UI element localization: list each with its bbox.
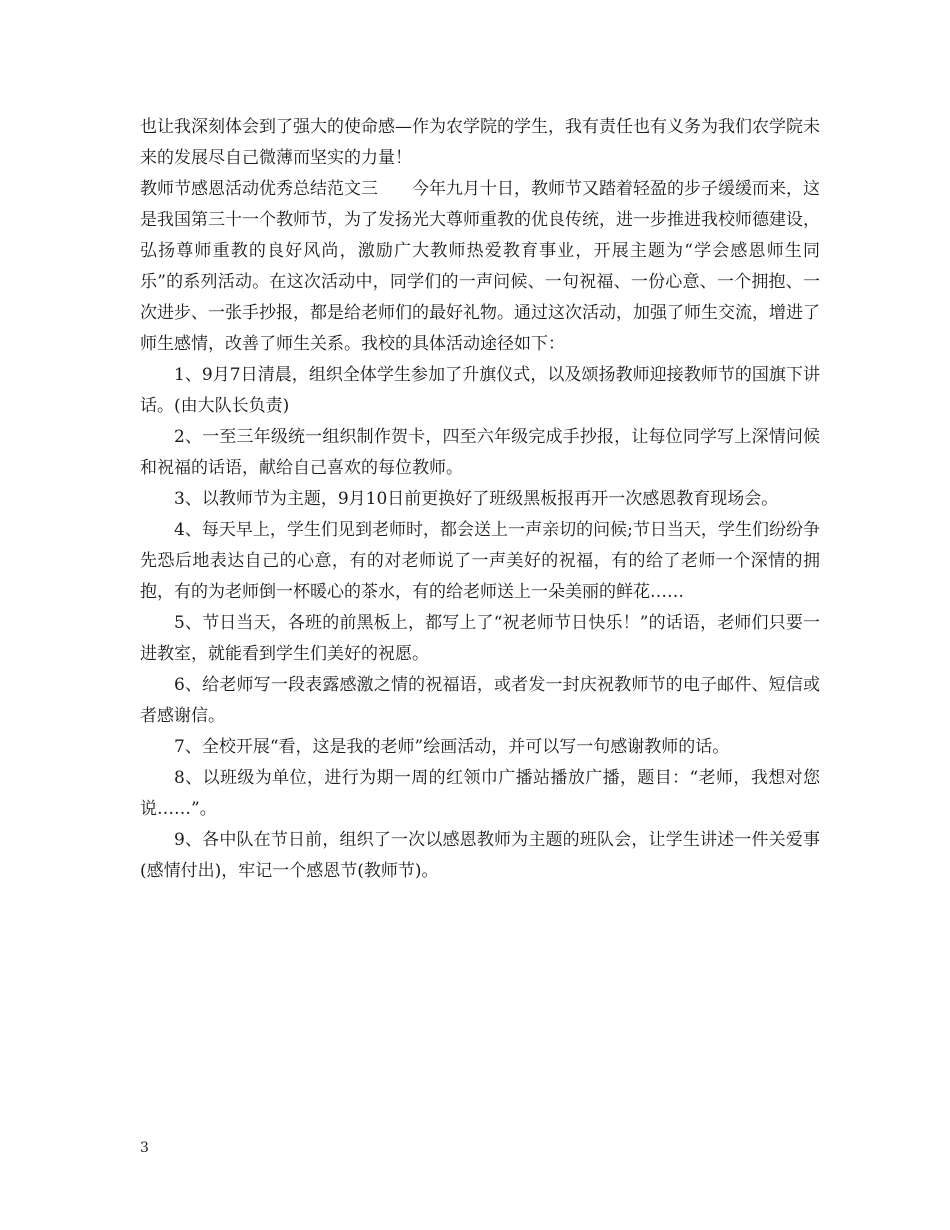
list-item-paragraph: 4、每天早上，学生们见到老师时，都会送上一声亲切的问候;节日当天，学生们纷纷争先恐后地表达自己的心意，有的对老师说了一声美好的祝福，有的给了老师一个深情的拥抱，有的为老师倒一杯暖心的茶水，有的给老师送上一朵美丽的鲜花…… [140, 520, 820, 602]
list-item-paragraph: 5、节日当天，各班的前黑板上，都写上了“祝老师节日快乐！”的话语，老师们只要一进教室，就能看到学生们美好的祝愿。 [140, 613, 820, 664]
paragraph: 也让我深刻体会到了强大的使命感—作为农学院的学生，我有责任也有义务为我们农学院未来的发展尽自己微薄而坚实的力量！ [140, 117, 820, 168]
document-body [140, 112, 820, 887]
list-item-paragraph: 7、全校开展“看，这是我的老师”绘画活动，并可以写一句感谢教师的话。 [174, 737, 730, 757]
list-item-paragraph: 2、一至三年级统一组织制作贺卡，四至六年级完成手抄报，让每位同学写上深情问候和祝福的话语，献给自己喜欢的每位教师。 [140, 427, 820, 478]
list-item-paragraph: 8、以班级为单位，进行为期一周的红领巾广播站播放广播，题目：“老师，我想对您说……”。 [140, 768, 820, 819]
page-number: 3 [140, 1140, 149, 1156]
list-item-paragraph: 6、给老师写一段表露感激之情的祝福语，或者发一封庆祝教师节的电子邮件、短信或者感谢信。 [140, 675, 820, 726]
list-item-paragraph: 3、以教师节为主题，9月10日前更换好了班级黑板报再开一次感恩教育现场会。 [174, 489, 779, 509]
list-item-paragraph: 9、各中队在节日前，组织了一次以感恩教师为主题的班队会，让学生讲述一件关爱事(感情付出)，牢记一个感恩节(教师节)。 [140, 830, 820, 881]
paragraph: 教师节感恩活动优秀总结范文三 今年九月十日，教师节又踏着轻盈的步子缓缓而来，这是我国第三十一个教师节，为了发扬光大尊师重教的优良传统，进一步推进我校师德建设，弘扬尊师重教的良好风尚，激励广大教师热爱教育事业，开展主题为“学会感恩师生同乐”的系列活动。在这次活动中，同学们的一声问候、一句祝福、一份心意、一个拥抱、一次进步、一张手抄报，都是给老师们的最好礼物。通过这次活动，加强了师生交流，增进了师生感情，改善了师生关系。我校的具体活动途径如下： [140, 179, 820, 354]
list-item-paragraph: 1、9月7日清晨，组织全体学生参加了升旗仪式，以及颂扬教师迎接教师节的国旗下讲话。(由大队长负责) [140, 365, 820, 416]
